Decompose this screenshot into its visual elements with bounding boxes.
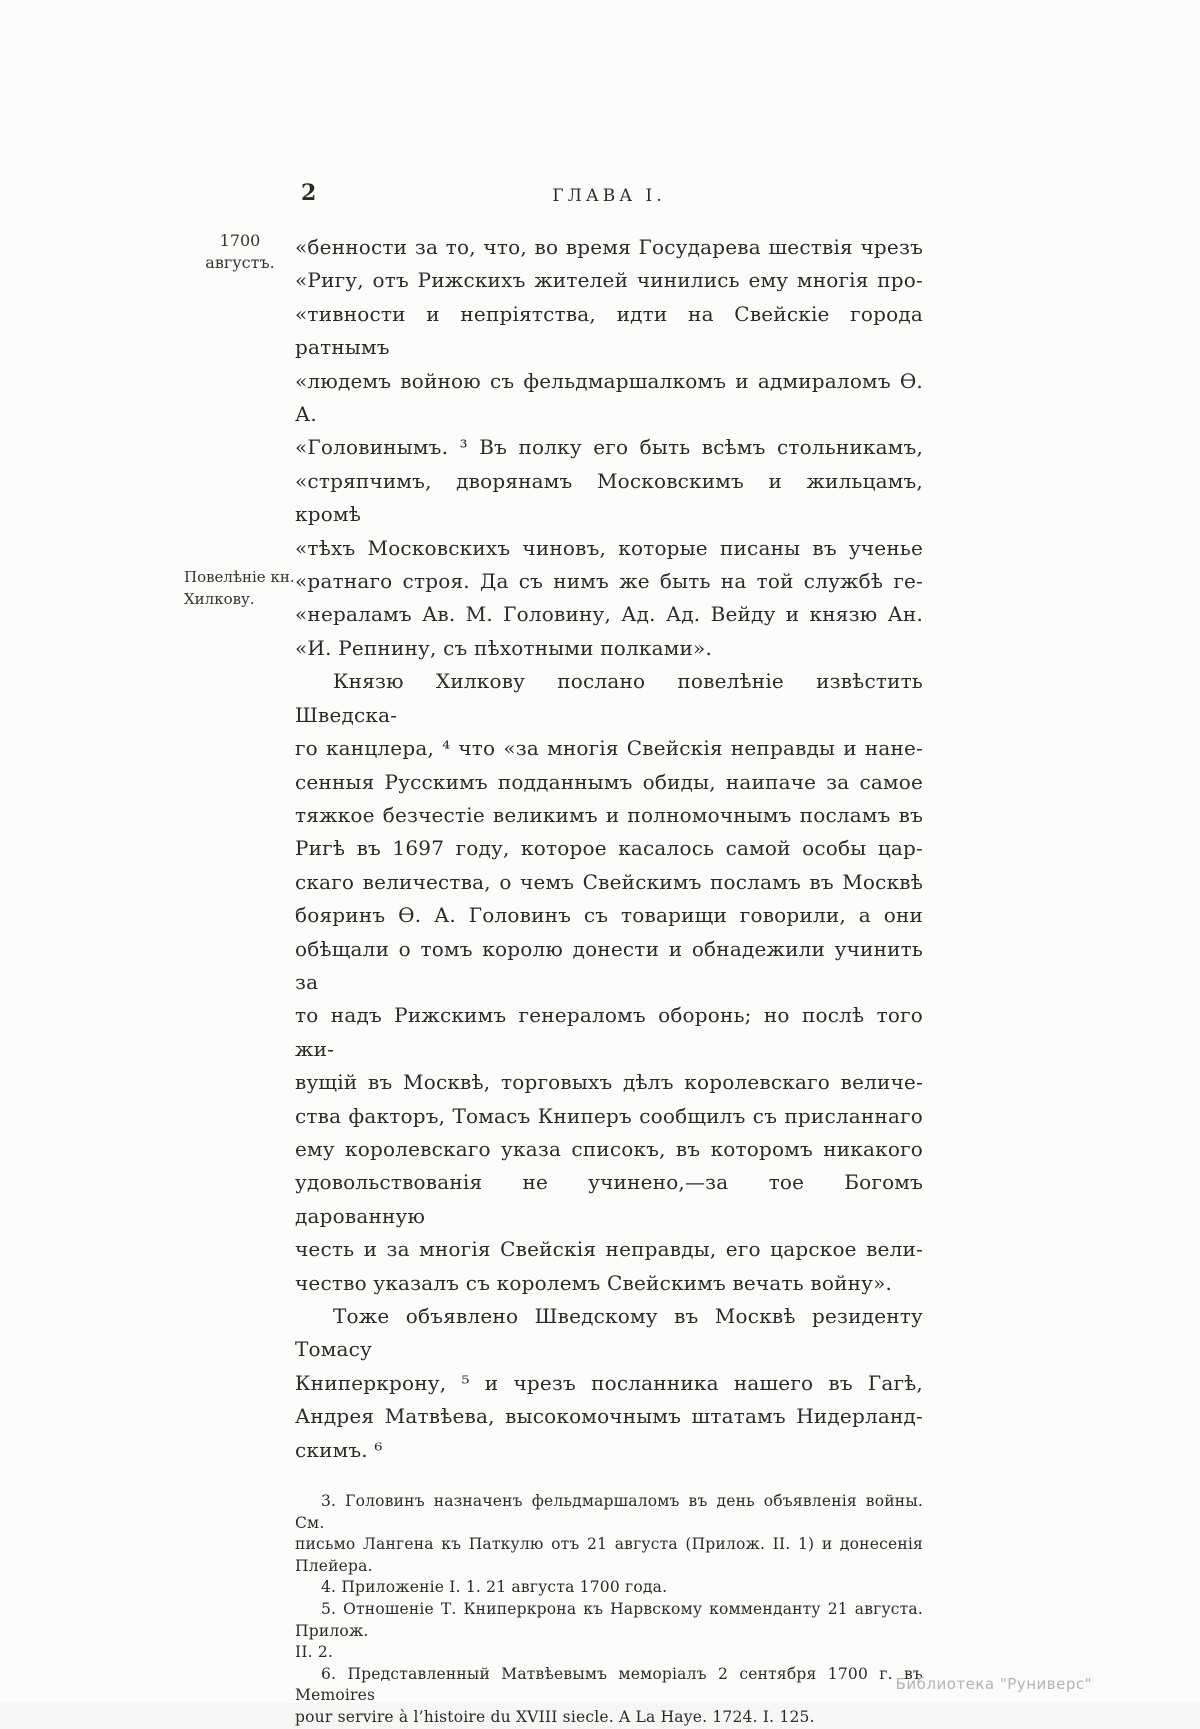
body-text-line: «И. Репнину, съ пѣхотными полками».: [295, 635, 713, 660]
footnote-line: 6. Представленный Матвѣевымъ меморіалъ 2 сентября 1700 г. въ Memoires: [295, 1664, 923, 1705]
body-text-line: го канцлера, ⁴ что «за многія Свейскія неправды и нане-: [295, 736, 923, 761]
paragraph: [295, 1491, 923, 1577]
watermark: Библиотека "Руниверс": [895, 1675, 1092, 1693]
body-text-line: «ратнаго строя. Да съ нимъ же быть на той службѣ ге-: [295, 569, 923, 594]
body-text-line: обѣщали о томъ королю донести и обнадежили учинить за: [295, 936, 923, 994]
body-text-line: Андрея Матвѣева, высокомочнымъ штатамъ Нидерланд-: [295, 1404, 923, 1429]
paragraph: [295, 1599, 923, 1664]
margin-note-date-line1: 1700: [219, 231, 261, 250]
body-text-line: тяжкое безчестіе великимъ и полномочнымъ посламъ въ: [295, 802, 923, 827]
body-text-line: «Головинымъ. ³ Въ полку его быть всѣмъ стольникамъ,: [295, 435, 923, 460]
body-text-line: «тивности и непріятства, идти на Свейскіе города ратнымъ: [295, 301, 923, 360]
footnote-line: pour servire à l’histoire du XVIII siecle. A La Haye. 1724. I. 125.: [295, 1707, 815, 1726]
footnote-line: 5. Отношеніе Т. Книперкрона къ Нарвскому комменданту 21 августа. Прилож.: [295, 1600, 923, 1640]
footnote-line: Плейера.: [295, 1556, 373, 1575]
body-text-line: ства факторъ, Томасъ Книперъ сообщилъ съ присланнаго: [295, 1103, 923, 1128]
footnote-line: II. 2.: [295, 1643, 334, 1662]
body-text-line: вущій въ Москвѣ, торговыхъ дѣлъ королевскаго величе-: [295, 1070, 923, 1095]
paragraph: [295, 1664, 923, 1729]
body-text-line: Ригѣ въ 1697 году, которое касалось самой особы цар-: [295, 836, 923, 861]
body-text-line: бояринъ Ѳ. А. Головинъ съ товарищи говорили, а они: [295, 903, 923, 928]
footnote-line: 4. Приложеніе I. 1. 21 августа 1700 года.: [321, 1578, 668, 1597]
body-text-line: «людемъ войною съ фельдмаршалкомъ и адмираломъ Ѳ. А.: [295, 368, 923, 427]
margin-note-hilkov-line1: Повелѣніе кн.: [184, 568, 295, 586]
body-text-line: Тоже объявлено Шведскому въ Москвѣ резиденту Томасу: [295, 1304, 923, 1362]
body-text-line: скаго величества, о чемъ Свейскимъ посламъ въ Москвѣ: [295, 869, 923, 894]
margin-note-hilkov-line2: Хилкову.: [184, 590, 255, 608]
body-text-line: «тѣхъ Московскихъ чиновъ, которые писаны въ ученье: [295, 535, 923, 560]
page-header-row: [295, 180, 923, 218]
footnote-line: письмо Лангена къ Паткулю отъ 21 августа (Прилож. II. 1) и донесенія: [295, 1535, 923, 1554]
body-text-line: скимъ. ⁶: [295, 1437, 383, 1462]
text-column: [295, 180, 923, 1729]
paragraph: [295, 1577, 923, 1599]
paragraph: [295, 1300, 923, 1467]
body-text-line: Князю Хилкову послано повелѣніе извѣстить Шведска-: [295, 669, 923, 727]
body-text-line: «Ригу, отъ Рижскихъ жителей чинились ему многія про-: [295, 268, 923, 293]
body-text-line: то надъ Рижскимъ генераломъ оборонь; но послѣ того жи-: [295, 1003, 923, 1061]
margin-note-date-line2: августъ.: [205, 253, 275, 272]
body-text-line: чество указалъ съ королемъ Свейскимъ вечать войну».: [295, 1270, 893, 1295]
body-text-line: честь и за многія Свейскія неправды, его царское вели-: [295, 1237, 923, 1262]
body-text-line: Книперкрону, ⁵ и чрезъ посланника нашего въ Гагѣ,: [295, 1370, 923, 1395]
chapter-header: ГЛАВА I.: [552, 186, 666, 206]
paragraph: [295, 665, 923, 1300]
body-text-line: удовольствованія не учинено,—за тое Богомъ дарованную: [295, 1170, 923, 1228]
body-text-line: сенныя Русскимъ подданнымъ обиды, наипаче за самое: [295, 769, 923, 794]
body-text-line: «бенности за то, что, во время Государева шествія чрезъ: [295, 235, 923, 259]
footnote-line: 3. Головинъ назначенъ фельдмаршаломъ въ день объявленія войны. См.: [295, 1492, 923, 1532]
body-text-line: ему королевскаго указа списокъ, въ которомъ никакого: [295, 1136, 923, 1161]
margin-note-date: [192, 230, 288, 274]
margin-note-hilkov: [184, 566, 296, 610]
body-text-line: «стряпчимъ, дворянамъ Московскимъ и жильцамъ, кромѣ: [295, 468, 923, 527]
body-text: [295, 231, 923, 1467]
page-number: 2: [301, 180, 317, 206]
body-text-line: «нераламъ Ав. М. Головину, Ад. Ад. Вейду и князю Ан.: [295, 602, 923, 627]
footnotes-block: [295, 1491, 923, 1729]
paragraph: [295, 231, 923, 665]
